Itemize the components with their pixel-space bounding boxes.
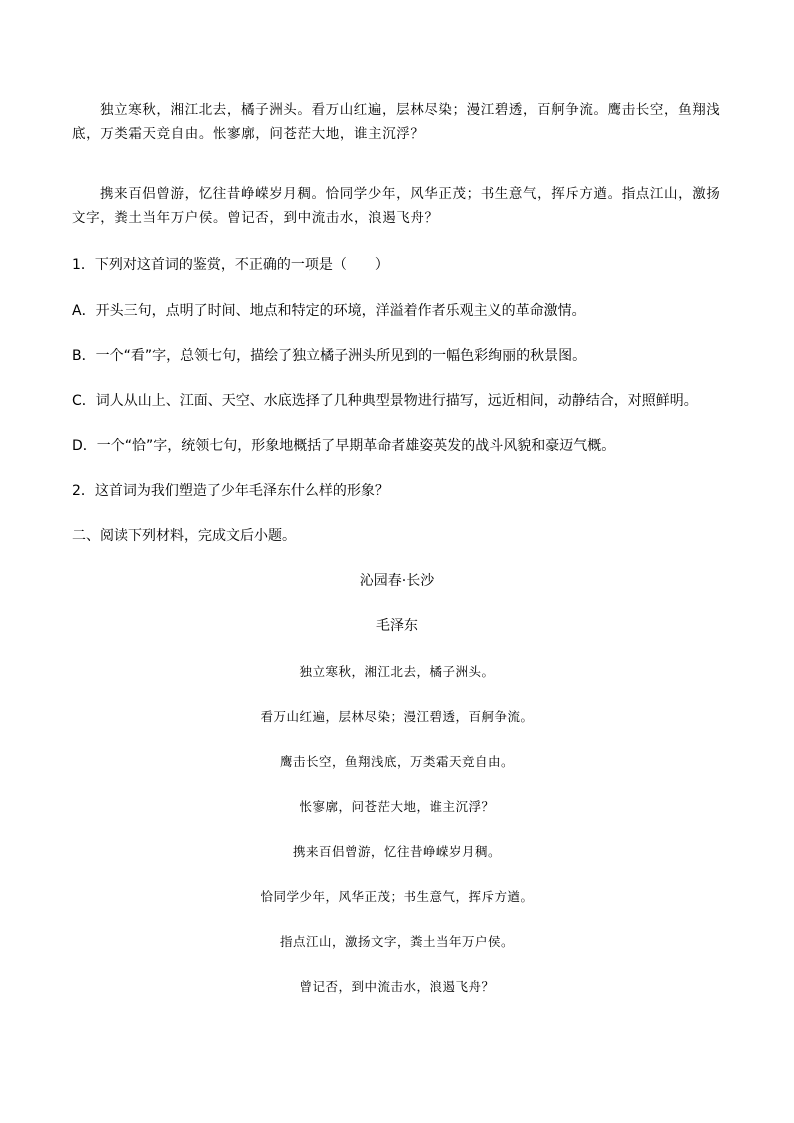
poem-line: 携来百侣曾游，忆往昔峥嵘岁月稠。 [292, 844, 501, 859]
poem-line: 指点江山，激扬文字，粪土当年万户侯。 [279, 934, 514, 949]
intro-paragraph-1: 独立寒秋，湘江北去，橘子洲头。看万山红遍，层林尽染；漫江碧透，百舸争流。鹰击长空，鱼翔浅底，万类霜天竞自由。怅寥廓，问苍茫大地，谁主沉浮？ [72, 102, 721, 142]
option-b: B．一个“看”字，总领七句，描绘了独立橘子洲头所见到的一幅色彩绚丽的秋景图。 [72, 348, 587, 364]
option-a: A．开头三句，点明了时间、地点和特定的环境，洋溢着作者乐观主义的革命激情。 [72, 303, 586, 319]
option-c: C．词人从山上、江面、天空、水底选择了几种典型景物进行描写，远近相间，动静结合，对照鲜明。 [72, 393, 698, 409]
poem-line: 怅寥廓，问苍茫大地，谁主沉浮？ [299, 799, 495, 814]
poem-line: 鹰击长空，鱼翔浅底，万类霜天竞自由。 [279, 754, 514, 769]
poem-title: 沁园春·长沙 [359, 573, 435, 589]
poem-author: 毛泽东 [376, 618, 418, 634]
poem-line: 曾记否，到中流击水，浪遏飞舟？ [299, 979, 495, 994]
poem-line: 恰同学少年，风华正茂；书生意气，挥斥方遒。 [260, 889, 534, 904]
poem-line: 看万山红遍，层林尽染；漫江碧透，百舸争流。 [260, 709, 534, 724]
question-2: 2．这首词为我们塑造了少年毛泽东什么样的形象？ [72, 483, 389, 499]
section-2-heading: 二、阅读下列材料，完成文后小题。 [72, 528, 296, 544]
question-1: 1．下列对这首词的鉴赏，不正确的一项是（ ） [72, 257, 389, 273]
option-d: D．一个“恰”字，统领七句，形象地概括了早期革命者雄姿英发的战斗风貌和豪迈气概。 [72, 438, 616, 454]
poem-line: 独立寒秋，湘江北去，橘子洲头。 [299, 664, 495, 679]
intro-paragraph-2: 携来百侣曾游，忆往昔峥嵘岁月稠。恰同学少年，风华正茂；书生意气，挥斥方遒。指点江山，激扬文字，粪土当年万户侯。曾记否，到中流击水，浪遏飞舟？ [72, 186, 721, 226]
